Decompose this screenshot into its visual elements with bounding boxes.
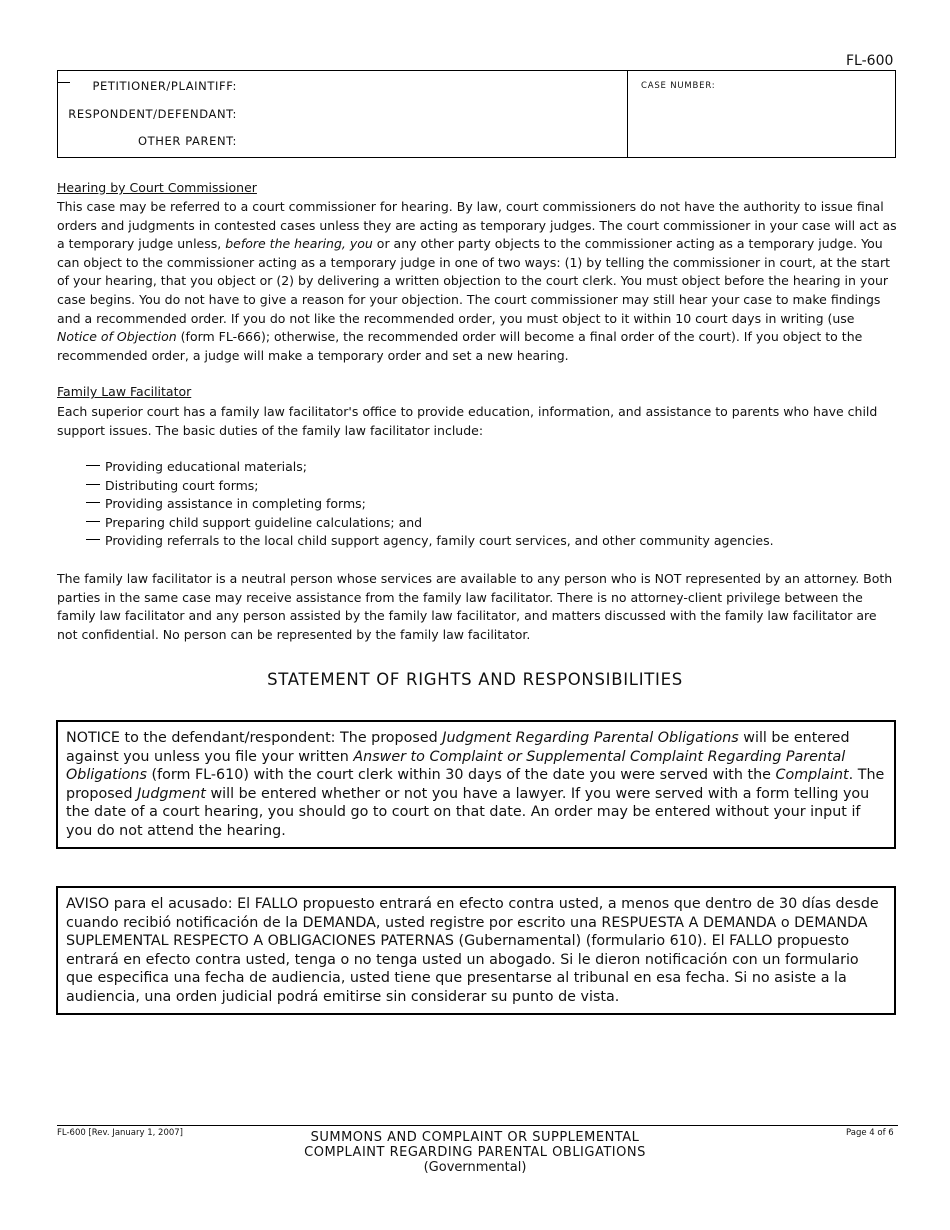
notice-emphasis: Complaint [775, 767, 849, 784]
hearing-text-part: or any other party objects to the commissioner acting as a temporary judge. You can object to the commissioner acting as a temporary judge in one of two ways: (1) by telling the commissioner in court, at the start of your hearing, that you object or (2) by delivering a written objection to the court clerk. You must object before the hearing in your case begins. You do not have to give a reason for your objection. The court commissioner may still hear your case to make findings and a recommended order. If you do not like the recommended order, you must object to it within 10 court days in writing (use [57, 236, 891, 326]
duty-text: Preparing child support guideline calculations; and [105, 514, 423, 530]
hearing-heading: Hearing by Court Commissioner [57, 180, 257, 195]
notice-text-part: will be entered against you unless you file your written [66, 730, 850, 765]
case-number-label: CASE NUMBER: [641, 81, 716, 91]
caption-corner-mark [58, 82, 70, 83]
list-item [86, 458, 774, 477]
hearing-emphasis: before the hearing, you [225, 236, 373, 252]
notice-emphasis: Answer to Complaint or Supplemental Complaint Regarding Parental Obligations [66, 748, 846, 784]
hearing-paragraph [57, 198, 897, 365]
parties-section [58, 71, 628, 157]
notice-spanish-box: AVISO para el acusado: El FALLO propuesto entrará en efecto contra usted, a menos que dentro de 30 días desde cuando recibió notificación de la DEMANDA, usted registre por escrito una RESPUESTA A DEMANDA o DEMANDA SUPLEMENTAL RESPECTO A OBLIGACIONES PATERNAS (Gubernamental) (formulario 610). El FALLO propuesto entrará en efecto contra usted, tenga o no tenga usted un abogado. Si le dieron notificación con un formulario que especifica una fecha de audiencia, usted tiene que presentarse al tribunal en esa fecha. Si no asiste a la audiencia, una orden judicial podrá emitirse sin considerar su punto de vista. [56, 886, 896, 1015]
notice-emphasis: Judgment Regarding Parental Obligations [442, 730, 739, 746]
duty-text: Providing assistance in completing forms; [105, 496, 366, 512]
list-item [86, 514, 774, 533]
respondent-label: RESPONDENT/DEFENDANT: [68, 107, 237, 121]
facilitator-heading: Family Law Facilitator [57, 384, 192, 399]
notice-text-part: will be entered whether or not you have a lawyer. If you were served with a form telling you the date of a court hearing, you should go to court on that date. An order may be entered without your input if you do not attend the hearing. [66, 785, 870, 839]
notice-english-box [56, 720, 896, 849]
dash-bullet-icon [86, 502, 100, 503]
notice-emphasis: Judgment [137, 785, 206, 802]
list-item [86, 495, 774, 514]
form-number: FL-600 [846, 53, 894, 69]
dash-bullet-icon [86, 484, 100, 485]
duty-text: Providing referrals to the local child support agency, family court services, and other community agencies. [105, 533, 774, 549]
footer-title-line: SUMMONS AND COMPLAINT OR SUPPLEMENTAL [310, 1130, 640, 1145]
notice-text-part: NOTICE to the defendant/respondent: The proposed [66, 730, 443, 746]
statement-title: STATEMENT OF RIGHTS AND RESPONSIBILITIES [267, 670, 683, 689]
case-caption-box [57, 70, 896, 158]
dash-bullet-icon [86, 465, 100, 466]
hearing-text-part: (form FL-666); otherwise, the recommended order will become a final order of the court). If you object to the recommended order, a judge will make a temporary order and set a new hearing. [57, 329, 863, 363]
other-parent-label: OTHER PARENT: [138, 134, 237, 148]
footer-revision: FL-600 [Rev. January 1, 2007] [57, 1128, 183, 1138]
list-item [86, 477, 774, 496]
dash-bullet-icon [86, 539, 100, 540]
duty-text: Distributing court forms; [105, 477, 259, 493]
notice-of-objection-emphasis: Notice of Objection [57, 329, 177, 345]
footer-title-subline: (Governmental) [423, 1160, 527, 1175]
duty-text: Providing educational materials; [105, 459, 307, 474]
list-item [86, 532, 774, 551]
facilitator-intro: Each superior court has a family law facilitator's office to provide education, information, and assistance to parents who have child support issues. The basic duties of the family law facilitator include: [57, 404, 878, 438]
footer-title-line: COMPLAINT REGARDING PARENTAL OBLIGATIONS [304, 1145, 646, 1160]
page-number: Page 4 of 6 [846, 1128, 894, 1138]
hearing-text-part: This case may be referred to a court commissioner for hearing. By law, court commissioners do not have the authority to issue final orders and judgments in contested cases unless they are acting as temporary judges. The court commissioner in your case will act as a temporary judge unless, [57, 199, 897, 252]
facilitator-duties-list [86, 458, 774, 551]
petitioner-label: PETITIONER/PLAINTIFF: [92, 79, 237, 93]
notice-text-part: . The proposed [66, 767, 885, 802]
notice-text-part: (form FL-610) with the court clerk within 30 days of the date you were served with the [146, 767, 776, 784]
dash-bullet-icon [86, 521, 100, 522]
footer-form-title [0, 1130, 950, 1175]
facilitator-closing: The family law facilitator is a neutral person whose services are available to any person who is NOT represented by an attorney. Both parties in the same case may receive assistance from the family law facilitator. There is no attorney-client privilege between the family law facilitator and any person assisted by the family law facilitator, and matters discussed with the family law facilitator are not confidential. No person can be represented by the family law facilitator. [57, 571, 893, 642]
footer-divider [57, 1125, 898, 1126]
